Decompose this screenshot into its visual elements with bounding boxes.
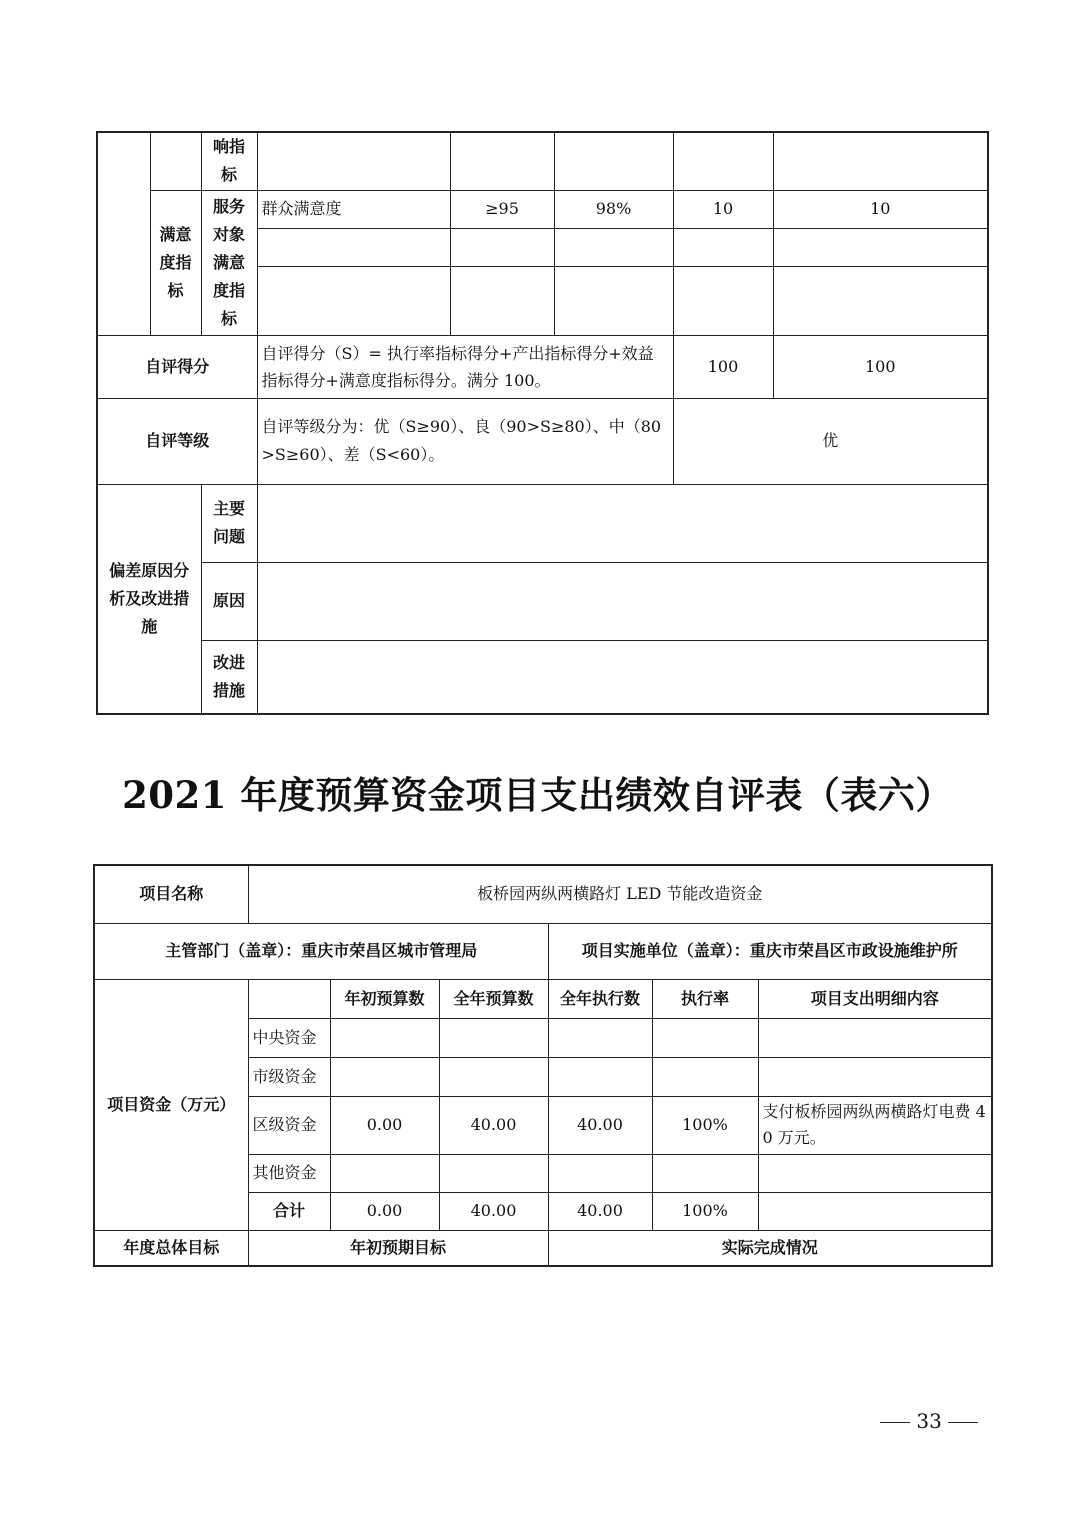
satisfaction-score: 10 bbox=[773, 190, 988, 228]
district-annual: 40.00 bbox=[439, 1096, 548, 1154]
satisfaction-actual: 98% bbox=[554, 190, 673, 228]
sub-category-cell bbox=[150, 132, 201, 190]
district-initial: 0.00 bbox=[330, 1096, 439, 1154]
total-row-label: 合计 bbox=[248, 1192, 330, 1230]
fund-row-name: 市级资金 bbox=[248, 1057, 330, 1096]
satisfaction-sub-label: 服务对象满意度指标 bbox=[201, 190, 257, 335]
total-executed: 40.00 bbox=[548, 1192, 652, 1230]
project-name-label: 项目名称 bbox=[94, 865, 248, 923]
self-score-value: 100 bbox=[773, 335, 988, 398]
header-executed: 全年执行数 bbox=[548, 979, 652, 1018]
goal-actual-header: 实际完成情况 bbox=[548, 1230, 992, 1266]
implementing-unit: 项目实施单位（盖章）：重庆市荣昌区市政设施维护所 bbox=[548, 923, 992, 979]
total-initial: 0.00 bbox=[330, 1192, 439, 1230]
performance-table-continued bbox=[96, 131, 989, 715]
header-annual-budget: 全年预算数 bbox=[439, 979, 548, 1018]
project-performance-table bbox=[93, 864, 993, 1267]
page-number-dash-left bbox=[880, 1422, 910, 1423]
deviation-reason-value bbox=[257, 562, 988, 640]
outer-category-cell bbox=[97, 132, 150, 335]
satisfaction-target: ≥95 bbox=[450, 190, 554, 228]
satisfaction-indicator: 群众满意度 bbox=[257, 190, 450, 228]
deviation-reason-label: 原因 bbox=[201, 562, 257, 640]
supervising-department: 主管部门（盖章）：重庆市荣昌区城市管理局 bbox=[94, 923, 548, 979]
page-title: 2021 年度预算资金项目支出绩效自评表（表六） bbox=[122, 773, 953, 817]
district-rate: 100% bbox=[652, 1096, 758, 1154]
self-score-label: 自评得分 bbox=[97, 335, 257, 398]
district-detail: 支付板桥园两纵两横路灯电费 40 万元。 bbox=[758, 1096, 992, 1154]
self-score-description: 自评得分（S）= 执行率指标得分+产出指标得分+效益指标得分+满意度指标得分。满分 100。 bbox=[257, 335, 673, 398]
deviation-main-issue-value bbox=[257, 484, 988, 562]
total-rate: 100% bbox=[652, 1192, 758, 1230]
response-indicator-label: 响指标 bbox=[201, 132, 257, 190]
page-number-value: 33 bbox=[916, 1409, 942, 1433]
header-detail: 项目支出明细内容 bbox=[758, 979, 992, 1018]
deviation-measures-label: 改进措施 bbox=[201, 640, 257, 714]
self-grade-description: 自评等级分为：优（S≥90）、良（90>S≥80）、中（80>S≥60）、差（S<60）。 bbox=[257, 398, 673, 484]
empty-indicator-stack bbox=[257, 228, 450, 335]
project-funds-label: 项目资金（万元） bbox=[94, 979, 248, 1230]
fund-row-name: 其他资金 bbox=[248, 1154, 330, 1192]
header-initial-budget: 年初预算数 bbox=[330, 979, 439, 1018]
page-number-dash-right bbox=[948, 1422, 978, 1423]
annual-goal-label: 年度总体目标 bbox=[94, 1230, 248, 1266]
deviation-measures-value bbox=[257, 640, 988, 714]
satisfaction-weight: 10 bbox=[673, 190, 773, 228]
fund-row-name: 区级资金 bbox=[248, 1096, 330, 1154]
goal-initial-header: 年初预期目标 bbox=[248, 1230, 548, 1266]
deviation-label: 偏差原因分析及改进措施 bbox=[97, 484, 201, 714]
district-executed: 40.00 bbox=[548, 1096, 652, 1154]
self-score-weight: 100 bbox=[673, 335, 773, 398]
self-grade-value: 优 bbox=[673, 398, 988, 484]
total-annual: 40.00 bbox=[439, 1192, 548, 1230]
deviation-main-issue-label: 主要问题 bbox=[201, 484, 257, 562]
satisfaction-group-label: 满意度指标 bbox=[150, 190, 201, 335]
header-execution-rate: 执行率 bbox=[652, 979, 758, 1018]
fund-row-name: 中央资金 bbox=[248, 1018, 330, 1057]
page-number bbox=[880, 1409, 978, 1433]
self-grade-label: 自评等级 bbox=[97, 398, 257, 484]
project-name-value: 板桥园两纵两横路灯 LED 节能改造资金 bbox=[248, 865, 992, 923]
